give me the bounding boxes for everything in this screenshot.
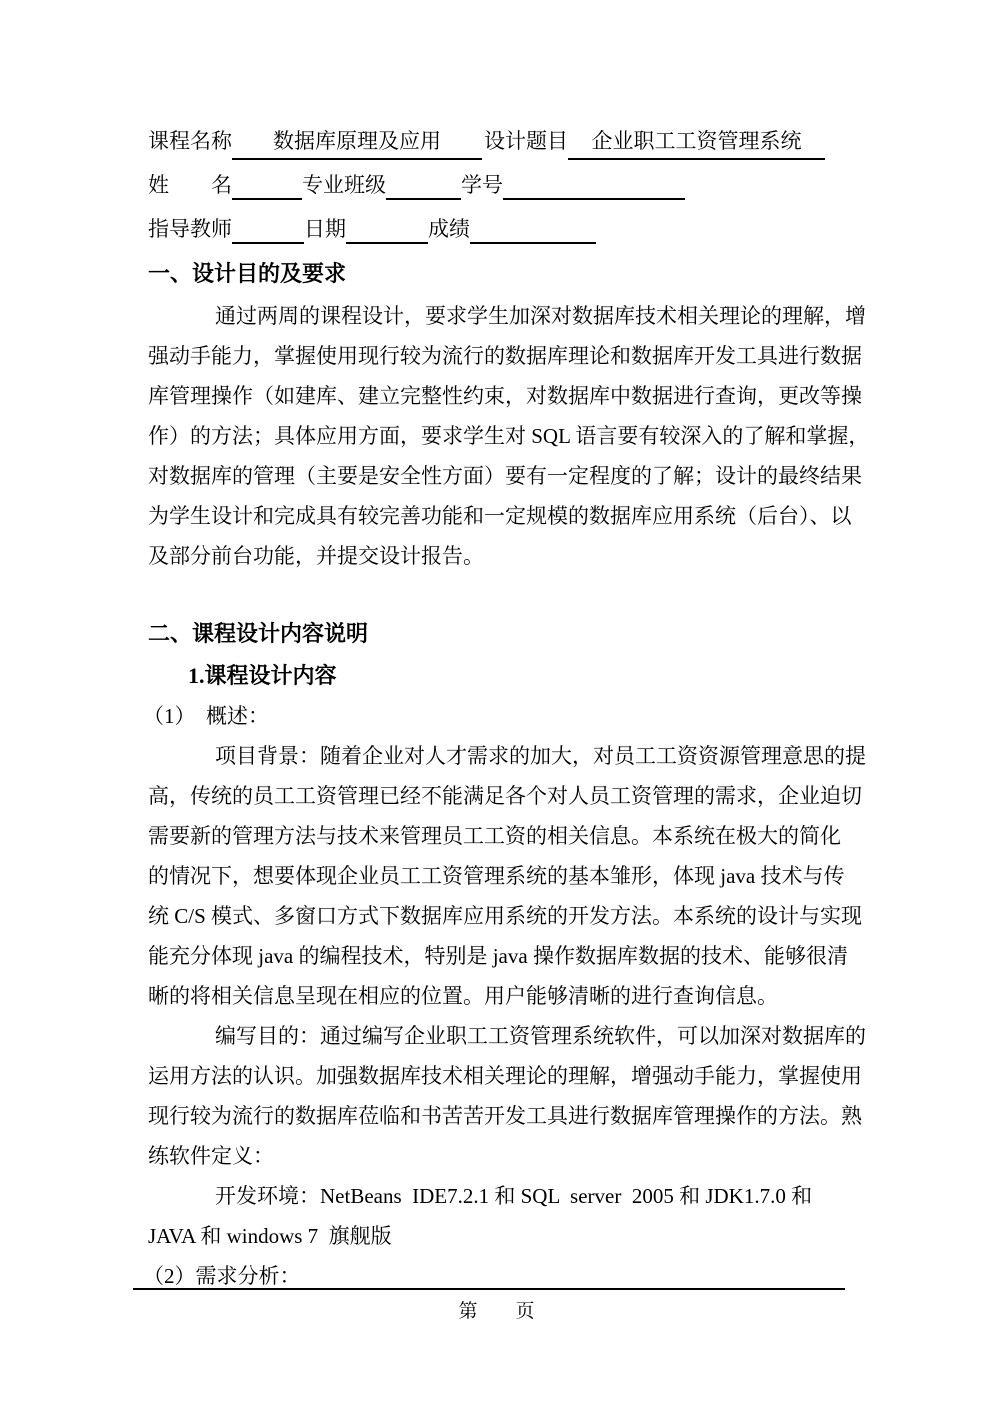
paragraph-line: 现行较为流行的数据库莅临和书苦苦开发工具进行数据库管理操作的方法。熟 [148,1104,862,1128]
header-row-name-class-id [148,160,854,204]
date-label: 日期 [304,217,346,241]
paragraph-line: JAVA 和 windows 7 旗舰版 [148,1224,392,1248]
student-name-blank [232,198,302,200]
paragraph-line: 编写目的：通过编写企业职工工资管理系统软件，可以加深对数据库的 [215,1024,866,1048]
class-label: 专业班级 [302,173,386,197]
document-body [143,0,870,1296]
student-id-blank [503,198,685,200]
design-topic-label: 设计题目 [484,129,568,153]
section2-item1-label: （1） 概述： [143,704,269,728]
paragraph-line: 对数据库的管理（主要是安全性方面）要有一定程度的了解；设计的最终结果 [148,464,862,488]
design-topic-value: 企业职工工资管理系统 [568,128,825,160]
paragraph-line: 能充分体现 java 的编程技术，特别是 java 操作数据库数据的技术、能够很清 [148,944,848,968]
paragraph-line: 高，传统的员工工资管理已经不能满足各个对人员工资管理的需求，企业迫切 [148,784,862,808]
student-name-label: 姓 名 [148,173,232,197]
paragraph-line: 及部分前台功能，并提交设计报告。 [148,544,484,568]
student-id-label: 学号 [461,173,503,197]
course-name-value: 数据库原理及应用 [232,128,482,160]
paragraph-line: 库管理操作（如建库、建立完整性约束，对数据库中数据进行查询，更改等操 [148,384,862,408]
header-row-advisor-date-score [148,204,854,248]
section2-heading: 二、课程设计内容说明 [148,621,369,646]
paragraph-line: 晰的将相关信息呈现在相应的位置。用户能够清晰的进行查询信息。 [148,984,778,1008]
paragraph-line: 强动手能力，掌握使用现行较为流行的数据库理论和数据库开发工具进行数据 [148,344,862,368]
date-blank [346,242,428,244]
paragraph-line: 需要新的管理方法与技术来管理员工工资的相关信息。本系统在极大的简化 [148,824,841,848]
paragraph-line: 通过两周的课程设计，要求学生加深对数据库技术相关理论的理解，增 [215,304,866,328]
class-blank [386,198,461,200]
footer-page-number: 第 页 [458,1301,535,1322]
paragraph-line: 为学生设计和完成具有较完善功能和一定规模的数据库应用系统（后台）、以 [148,504,852,528]
section2-item2-label: （2）需求分析： [143,1264,301,1288]
header-row-course-topic [148,116,854,160]
footer-divider [133,1288,845,1290]
paragraph-line: 练软件定义： [148,1144,274,1168]
paragraph-line: 的情况下，想要体现企业员工工资管理系统的基本雏形，体现 java 技术与传 [148,864,845,888]
paragraph-line: 统 C/S 模式、多窗口方式下数据库应用系统的开发方法。本系统的设计与实现 [148,904,863,928]
section1-heading: 一、设计目的及要求 [148,261,347,286]
score-label: 成绩 [428,217,470,241]
advisor-blank [232,242,304,244]
paragraph-line: 作）的方法；具体应用方面，要求学生对 SQL 语言要有较深入的了解和掌握， [148,424,870,448]
paragraph-line: 项目背景：随着企业对人才需求的加大，对员工工资资源管理意思的提 [215,744,866,768]
advisor-label: 指导教师 [148,217,232,241]
section2-subheading: 1.课程设计内容 [188,663,337,688]
paragraph-line: 开发环境：NetBeans IDE7.2.1 和 SQL server 2005 和 JDK1.7.0 和 [215,1184,813,1208]
paragraph-line: 运用方法的认识。加强数据库技术相关理论的理解，增强动手能力，掌握使用 [148,1064,862,1088]
course-name-label: 课程名称 [148,129,232,153]
score-blank [470,242,596,244]
